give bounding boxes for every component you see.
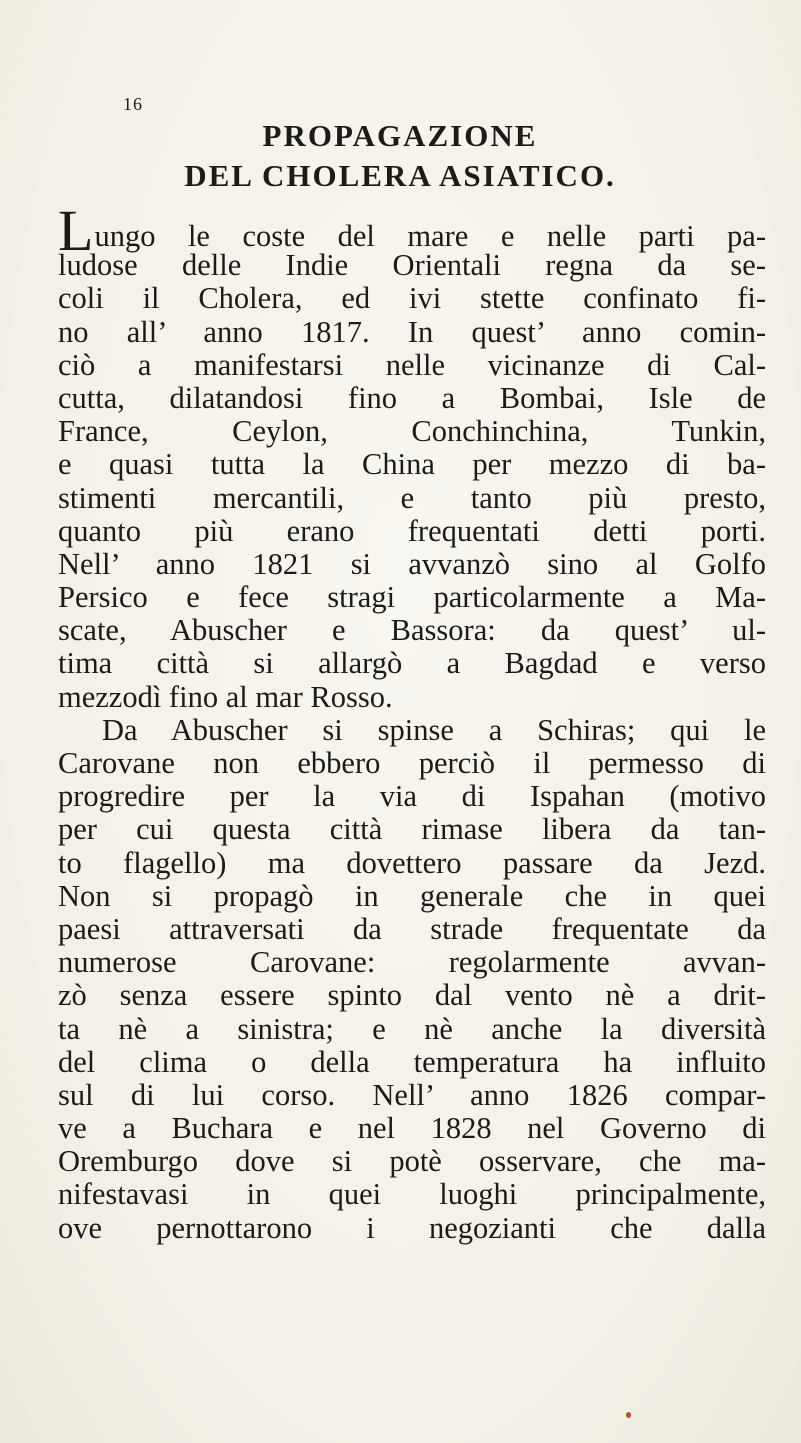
text-line: coli il Cholera, ed ivi stette confinato fi-: [58, 281, 766, 316]
text-line: per cui questa città rimase libera da tan-: [58, 812, 766, 847]
chapter-subtitle: DEL CHOLERA ASIATICO.: [184, 158, 616, 193]
text-line: mezzodì fino al mar Rosso.: [58, 679, 393, 714]
text-line: ciò a manifestarsi nelle vicinanze di Cal-: [58, 347, 766, 382]
text-line: Nell’ anno 1821 si avvanzò sino al Golfo: [58, 546, 766, 581]
text-line: France, Ceylon, Conchinchina, Tunkin,: [58, 414, 766, 449]
paragraph-2: [58, 714, 766, 1245]
text-line: ludose delle Indie Orientali regna da se-: [58, 248, 766, 283]
ink-speck: [626, 1412, 631, 1418]
text-line: Oremburgo dove si potè osservare, che ma-: [58, 1144, 766, 1179]
drop-cap: L: [58, 198, 94, 263]
page-number: 16: [123, 94, 143, 114]
text-line: Carovane non ebbero perciò il permesso di: [58, 746, 766, 780]
text-line: stimenti mercantili, e tanto più presto,: [58, 480, 766, 515]
text-line-content: ungo le coste del mare e nelle parti pa-: [94, 219, 766, 253]
text-line: to flagello) ma dovettero passare da Jezd.: [58, 845, 766, 880]
text-line: quanto più erano frequentati detti porti.: [58, 513, 766, 548]
text-line: [58, 198, 766, 263]
text-line: ve a Buchara e nel 1828 nel Governo di: [58, 1111, 766, 1146]
chapter-title: PROPAGAZIONE: [262, 118, 538, 153]
text-line: Da Abuscher si spinse a Schiras; qui le: [102, 712, 766, 747]
text-line: numerose Carovane: regolarmente avvan-: [58, 945, 766, 980]
text-line: nifestavasi in quei luoghi principalmente,: [58, 1177, 766, 1212]
text-line: ta nè a sinistra; e nè anche la diversità: [58, 1011, 766, 1046]
text-line: tima città si allargò a Bagdad e verso: [58, 646, 766, 681]
text-line: paesi attraversati da strade frequentate da: [58, 911, 766, 946]
text-line: scate, Abuscher e Bassora: da quest’ ul-: [58, 613, 766, 648]
paragraph-1: [58, 198, 766, 714]
body-text: [58, 198, 766, 1245]
text-line: Non si propagò in generale che in quei: [58, 878, 766, 913]
text-line: del clima o della temperatura ha influito: [58, 1044, 766, 1079]
text-line: zò senza essere spinto dal vento nè a drit-: [58, 978, 766, 1013]
text-line: cutta, dilatandosi fino a Bombai, Isle de: [58, 380, 766, 415]
text-line: Persico e fece stragi particolarmente a Ma-: [58, 580, 766, 615]
text-line: progredire per la via di Ispahan (motivo: [58, 779, 766, 814]
text-line: no all’ anno 1817. In quest’ anno comin-: [58, 314, 766, 349]
text-line: e quasi tutta la China per mezzo di ba-: [58, 447, 766, 482]
text-line: sul di lui corso. Nell’ anno 1826 compar-: [58, 1077, 766, 1112]
text-line: ove pernottarono i negozianti che dalla: [58, 1210, 766, 1245]
